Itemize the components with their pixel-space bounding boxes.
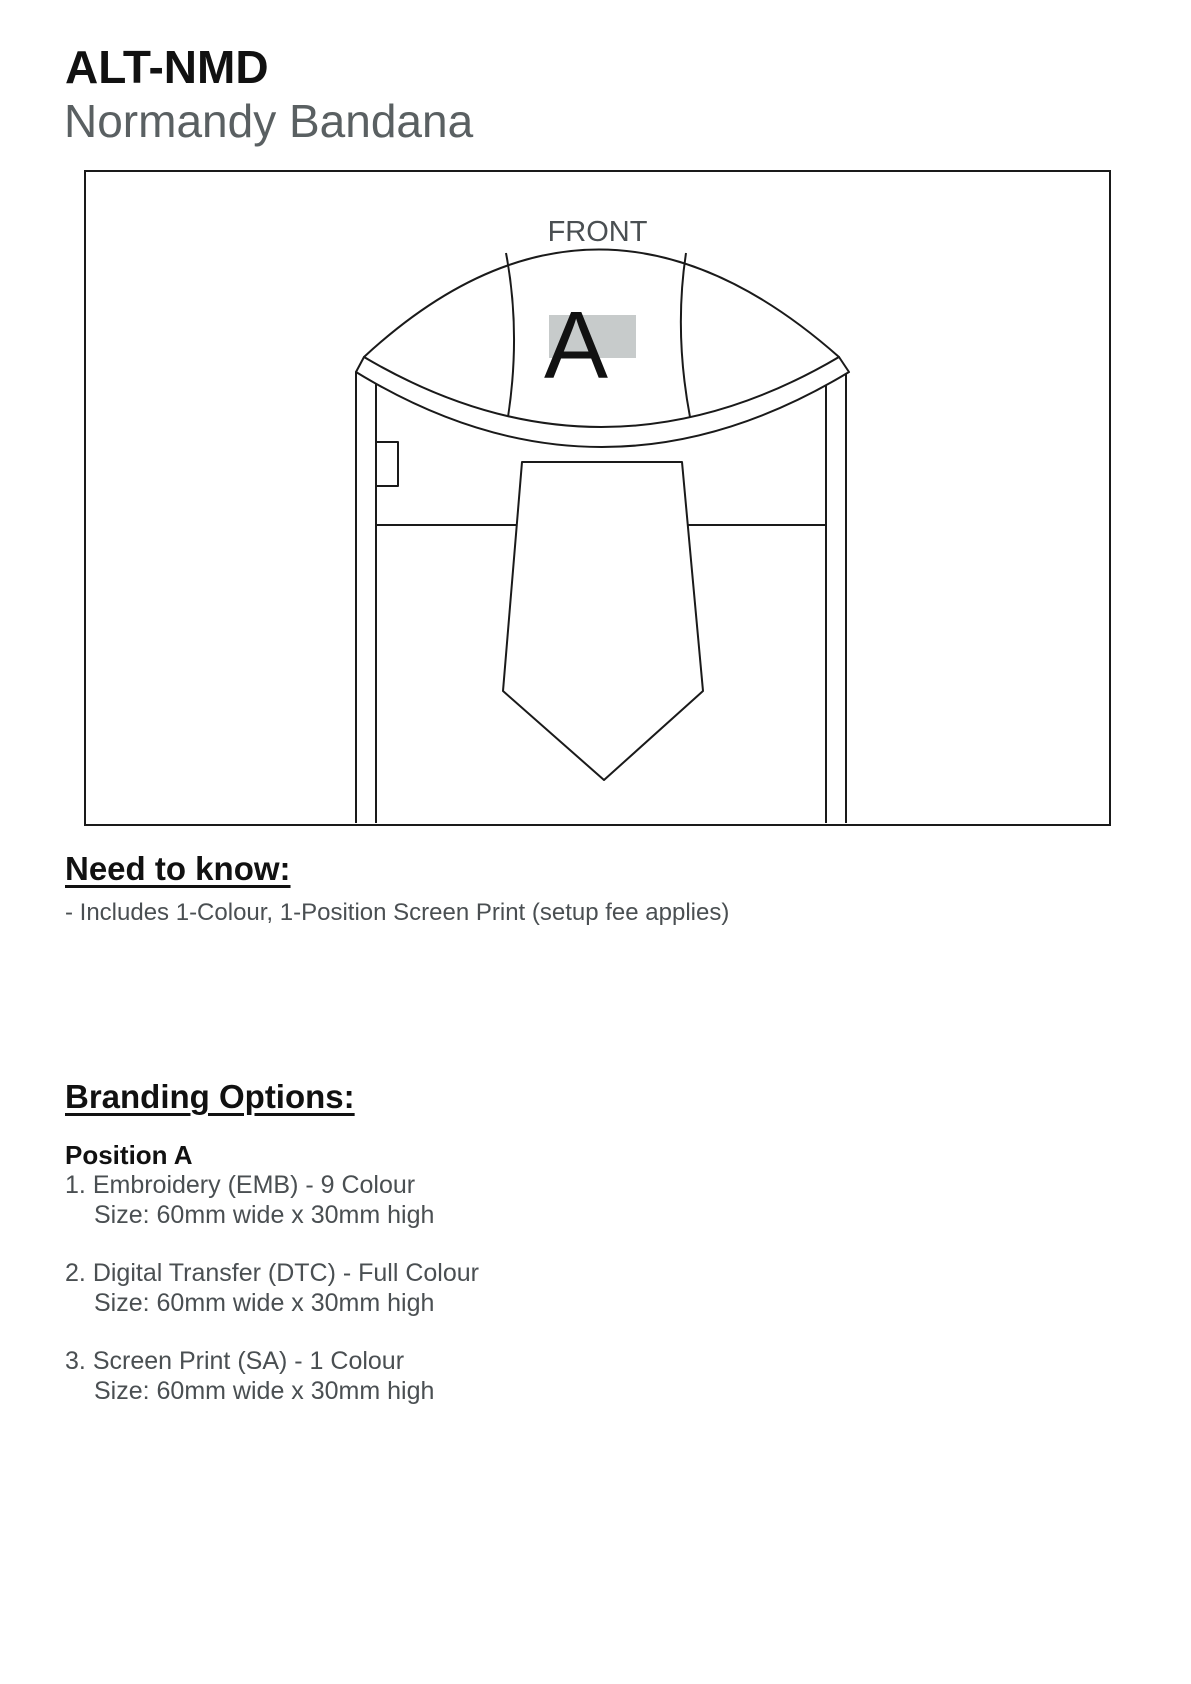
option-number: 1. — [65, 1171, 86, 1199]
view-label: FRONT — [547, 216, 648, 248]
option-size: Size: 60mm wide x 30mm high — [94, 1201, 435, 1229]
diagram-frame — [84, 170, 1111, 826]
option-number: 2. — [65, 1259, 86, 1287]
need-to-know-heading: Need to know: — [65, 850, 291, 887]
branding-option — [65, 1346, 479, 1406]
option-method: Screen Print (SA) - 1 Colour — [92, 1347, 405, 1375]
option-size: Size: 60mm wide x 30mm high — [94, 1289, 435, 1317]
bandana-tail — [503, 462, 703, 780]
option-method: Embroidery (EMB) - 9 Colour — [92, 1171, 416, 1199]
position-a-label: A — [543, 292, 609, 399]
option-size: Size: 60mm wide x 30mm high — [94, 1377, 435, 1405]
branding-option — [65, 1258, 479, 1318]
option-number: 3. — [65, 1347, 86, 1375]
branding-options-heading: Branding Options: — [65, 1078, 355, 1115]
product-name: Normandy Bandana — [64, 95, 474, 147]
need-to-know-item: - Includes 1-Colour, 1-Position Screen Print (setup fee applies) — [65, 899, 730, 926]
bandana-drawing — [86, 172, 1108, 823]
right-strap — [826, 372, 846, 823]
option-method: Digital Transfer (DTC) - Full Colour — [92, 1259, 479, 1287]
product-code: ALT-NMD — [65, 41, 269, 93]
branding-options-list — [65, 1170, 479, 1434]
label-tab — [376, 442, 398, 486]
position-a-heading: Position A — [65, 1140, 193, 1170]
branding-option — [65, 1170, 479, 1230]
left-strap — [356, 372, 376, 823]
